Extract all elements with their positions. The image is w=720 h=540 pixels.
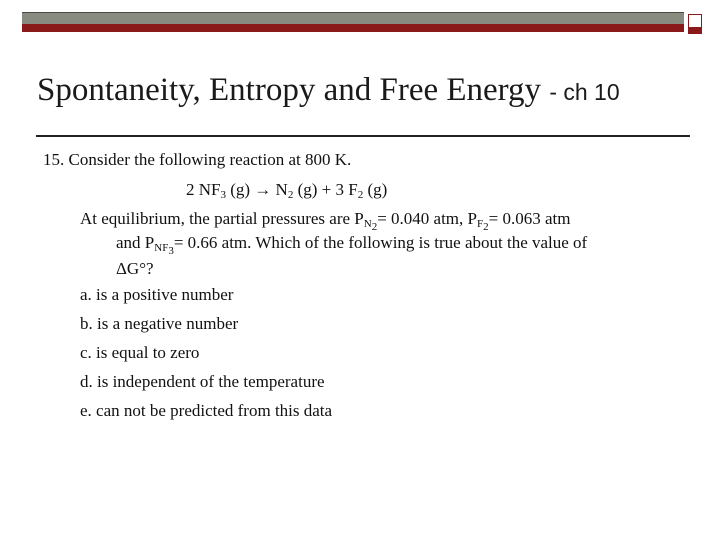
option-c: c. is equal to zero <box>80 343 200 362</box>
equilibrium-line-1: At equilibrium, the partial pressures are $P_{N_2}= 0.040$ atm, $P_{F_2}= 0.063$ atm <box>80 209 571 233</box>
question-intro: 15. Consider the following reaction at 800 K. <box>43 150 352 169</box>
option-e: e. can not be predicted from this data <box>80 401 333 420</box>
equilibrium-line-2: and $P_{NF_3}= 0.66$ atm. Which of the following is true about the value of <box>116 233 588 257</box>
slide-title-suffix: - ch 10 <box>549 79 620 105</box>
slide-title <box>37 70 620 112</box>
option-a: a. is a positive number <box>80 285 234 304</box>
corner-square-bottom <box>688 27 702 34</box>
option-d: d. is independent of the temperature <box>80 372 325 391</box>
slide-title-main: Spontaneity, Entropy and Free Energy <box>37 72 542 108</box>
header-band <box>22 12 684 32</box>
header-stripe <box>22 24 684 32</box>
option-b: b. is a negative number <box>80 314 239 333</box>
equilibrium-line-3: ΔG°? <box>116 259 154 278</box>
reaction-equation: 2 $NF_3$ $(g) \to N_2$ (g) + 3 $F_2$ (g) <box>186 180 388 201</box>
title-rule <box>36 135 690 137</box>
